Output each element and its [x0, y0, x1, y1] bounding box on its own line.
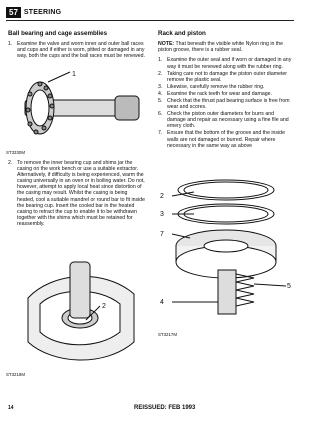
left-steps-2 — [8, 160, 146, 227]
figure3-callout: 3 — [160, 211, 164, 218]
step-number: 1. — [8, 41, 13, 47]
step-text: Check that the thrust pad bearing surface is free from wear and scores. — [167, 97, 290, 111]
step-text: Taking care not to damage the piston outer diameter remove the plastic seal. — [167, 70, 287, 83]
reissued-date: REISSUED: FEB 1993 — [134, 405, 196, 411]
left-column-continued — [8, 160, 146, 228]
step-text: Examine the outer seal and if worn or damaged in any way it must be renewed along with the rubber ring. — [167, 57, 292, 70]
step-number: 2. — [158, 70, 163, 77]
note-text: That beneath the visible white Nylon ring in the piston groove, there is a rubber seal. — [158, 41, 284, 54]
right-step — [158, 111, 292, 129]
step-text: Examine the valve and worm inner and outer ball races and cups and if either is worn, pitted or damaged in any way, both the cups and the ball races must be renewed. — [17, 41, 145, 60]
right-step — [158, 91, 292, 97]
right-steps — [158, 57, 292, 148]
step-text: Examine the rack teeth for wear and damage. — [167, 90, 272, 97]
step-number: 7. — [158, 130, 163, 137]
step-number: 4. — [158, 90, 163, 97]
left-step — [8, 160, 146, 227]
right-step — [158, 98, 292, 110]
page-header — [6, 6, 61, 18]
figure2-callout: 2 — [102, 303, 106, 310]
header-rule — [6, 20, 294, 21]
section-number-badge: 57 — [6, 7, 21, 18]
section-title: STEERING — [23, 8, 62, 16]
step-number: 5. — [158, 97, 163, 104]
figure-piston-seals — [156, 174, 294, 324]
note-label: NOTE: — [158, 41, 175, 47]
left-heading: Ball bearing and cage assemblies — [8, 30, 108, 37]
step-number: 1. — [158, 57, 163, 64]
figure1-callout: 1 — [72, 71, 76, 78]
right-heading: Rack and piston — [158, 30, 206, 37]
step-number: 3. — [158, 83, 163, 90]
figure-casing-mandrel — [12, 258, 148, 370]
right-column — [158, 30, 292, 150]
step-number: 6. — [158, 111, 163, 118]
figure1-caption: ST3330M — [6, 150, 26, 155]
figure3-callout: 5 — [287, 283, 291, 290]
step-number: 2. — [8, 160, 13, 166]
right-step — [158, 84, 292, 90]
note — [158, 41, 292, 53]
page-number: 14 — [8, 405, 14, 411]
step-text: Ensure that the bottom of the groove and the inside walls are not damaged or burred. Repair where necessary in the same way as above — [167, 130, 285, 149]
left-steps-1 — [8, 41, 146, 59]
right-step — [158, 71, 292, 83]
figure3-callout: 7 — [160, 231, 164, 238]
figure-ball-race-cup — [10, 70, 146, 150]
figure3-callout: 4 — [160, 299, 164, 306]
step-text: To remove the inner bearing cup and shims jar the casing on the work bench or use a suitable extractor. Alternatively, if difficulty is being experienced, warm the casing universally in an oven or in boiling water. Do not, however, attempt to apply local heat since distortion of the casing may result. Whilst the casing is being heated, cool a suitable mandrel or round bar to fit inside the bearing cup. Insert the cooled bar in the heated casing to retract the cup to enable it to be withdrawn together with the shims which must be retained for reassembly. — [17, 160, 146, 227]
step-text: Likewise, carefully remove the rubber ring. — [167, 83, 265, 90]
right-step — [158, 130, 292, 148]
left-column — [8, 30, 146, 60]
left-step — [8, 41, 146, 59]
right-step — [158, 57, 292, 69]
figure3-caption: ST3217M — [158, 332, 178, 337]
figure3-callout: 2 — [160, 193, 164, 200]
step-text: Check the piston outer diameters for burrs and damage and repair as necessary using a fine file and emery cloth. — [167, 111, 289, 130]
figure2-caption: ST3218M — [6, 372, 26, 377]
